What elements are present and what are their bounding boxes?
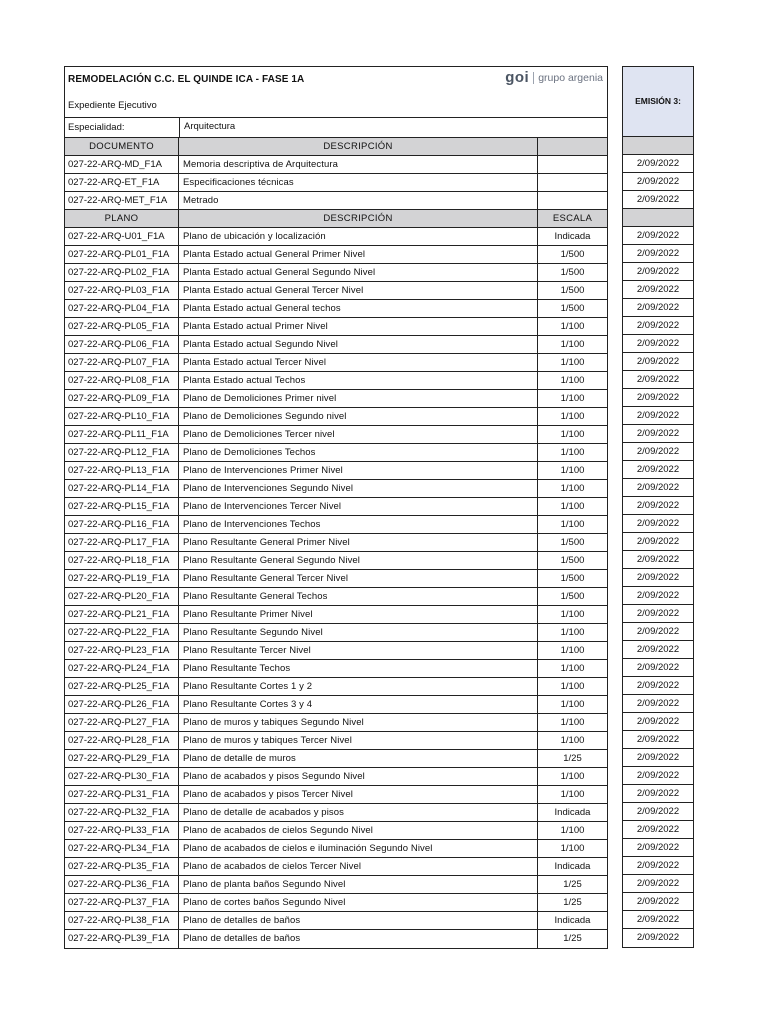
document-code: 027-22-ARQ-PL34_F1A [65, 840, 179, 857]
document-description: Plano de Demoliciones Segundo nivel [179, 408, 538, 425]
column-header: ESCALA [552, 213, 593, 224]
table-row [65, 354, 607, 372]
table-row [65, 624, 607, 642]
document-code: 027-22-ARQ-PL08_F1A [65, 372, 179, 389]
table-body [65, 138, 607, 948]
emission-date: 2/09/2022 [623, 659, 693, 677]
document-description: Plano de detalles de baños [179, 930, 538, 948]
document-code: 027-22-ARQ-PL26_F1A [65, 696, 179, 713]
table-row [65, 444, 607, 462]
document-scale: 1/500 [560, 555, 585, 566]
emission-date: 2/09/2022 [623, 155, 693, 173]
document-list-table [64, 66, 608, 949]
table-row [65, 912, 607, 930]
document-scale: 1/100 [560, 357, 585, 368]
document-scale: 1/100 [560, 717, 585, 728]
specialty-value: Arquitectura [179, 118, 235, 137]
document-code: 027-22-ARQ-PL24_F1A [65, 660, 179, 677]
document-scale: 1/100 [560, 519, 585, 530]
emission-date: 2/09/2022 [623, 911, 693, 929]
table-row [65, 840, 607, 858]
emission-header-cell [623, 209, 693, 227]
emission-date: 2/09/2022 [623, 785, 693, 803]
document-description: Metrado [179, 192, 538, 209]
emission-date: 2/09/2022 [623, 245, 693, 263]
table-row [65, 336, 607, 354]
document-code: 027-22-ARQ-PL35_F1A [65, 858, 179, 875]
specialty-label: Especialidad: [68, 122, 125, 133]
document-scale: 1/500 [560, 303, 585, 314]
logo-divider [533, 72, 534, 84]
table-row [65, 696, 607, 714]
table-row [65, 588, 607, 606]
column-header: DOCUMENTO [65, 138, 179, 155]
specialty-row [65, 118, 607, 138]
document-description: Plano Resultante General Segundo Nivel [179, 552, 538, 569]
document-description: Plano de acabados de cielos Segundo Nivel [179, 822, 538, 839]
table-row [65, 714, 607, 732]
table-row [65, 552, 607, 570]
document-code: 027-22-ARQ-PL38_F1A [65, 912, 179, 929]
emission-date: 2/09/2022 [623, 623, 693, 641]
table-row [65, 858, 607, 876]
table-row [65, 300, 607, 318]
table-row [65, 390, 607, 408]
table-row [65, 228, 607, 246]
document-scale: 1/100 [560, 663, 585, 674]
table-row [65, 570, 607, 588]
emission-date: 2/09/2022 [623, 569, 693, 587]
document-code: 027-22-ARQ-PL33_F1A [65, 822, 179, 839]
document-description: Plano de ubicación y localización [179, 228, 538, 245]
emission-date: 2/09/2022 [623, 443, 693, 461]
document-description: Planta Estado actual Segundo Nivel [179, 336, 538, 353]
document-description: Plano de Intervenciones Primer Nivel [179, 462, 538, 479]
document-description: Plano de Intervenciones Techos [179, 516, 538, 533]
emission-date: 2/09/2022 [623, 425, 693, 443]
emission-column [622, 66, 694, 948]
document-code: 027-22-ARQ-PL29_F1A [65, 750, 179, 767]
document-code: 027-22-ARQ-MET_F1A [65, 192, 179, 209]
document-scale: 1/100 [560, 645, 585, 656]
document-code: 027-22-ARQ-PL05_F1A [65, 318, 179, 335]
emission-date: 2/09/2022 [636, 932, 680, 943]
emission-date: 2/09/2022 [623, 371, 693, 389]
document-description: Plano de acabados y pisos Tercer Nivel [179, 786, 538, 803]
document-scale: 1/100 [560, 375, 585, 386]
table-row [65, 282, 607, 300]
document-code: 027-22-ARQ-PL06_F1A [65, 336, 179, 353]
table-row [65, 264, 607, 282]
emission-date: 2/09/2022 [623, 479, 693, 497]
logo-text: grupo argenia [538, 71, 603, 84]
document-description: Plano de cortes baños Segundo Nivel [179, 894, 538, 911]
section-header-row [65, 210, 607, 228]
document-description: Planta Estado actual General techos [179, 300, 538, 317]
table-row [65, 318, 607, 336]
document-scale: 1/500 [560, 537, 585, 548]
table-row [65, 786, 607, 804]
emission-date: 2/09/2022 [623, 839, 693, 857]
emission-label: EMISIÓN 3: [623, 67, 693, 137]
document-code: 027-22-ARQ-PL21_F1A [65, 606, 179, 623]
table-row [65, 750, 607, 768]
table-row [65, 426, 607, 444]
document-description: Plano de acabados de cielos e iluminación Segundo Nivel [179, 840, 538, 857]
document-scale: Indicada [554, 231, 591, 242]
document-code: 027-22-ARQ-PL02_F1A [65, 264, 179, 281]
document-code: 027-22-ARQ-PL27_F1A [65, 714, 179, 731]
table-row [65, 516, 607, 534]
document-scale: 1/100 [560, 411, 585, 422]
emission-date: 2/09/2022 [623, 533, 693, 551]
document-scale: Indicada [554, 807, 591, 818]
document-description: Plano de Demoliciones Tercer nivel [179, 426, 538, 443]
emission-dates [623, 137, 693, 947]
document-scale: 1/500 [560, 591, 585, 602]
document-description: Plano de muros y tabiques Tercer Nivel [179, 732, 538, 749]
emission-header-cell [623, 137, 693, 155]
document-scale: 1/100 [560, 429, 585, 440]
column-header [538, 138, 607, 155]
emission-date: 2/09/2022 [623, 227, 693, 245]
document-scale: 1/500 [560, 267, 585, 278]
document-scale: 1/100 [560, 627, 585, 638]
emission-date: 2/09/2022 [623, 497, 693, 515]
document-description: Plano Resultante Primer Nivel [179, 606, 538, 623]
document-scale: 1/500 [560, 285, 585, 296]
emission-date: 2/09/2022 [623, 389, 693, 407]
document-description: Plano de planta baños Segundo Nivel [179, 876, 538, 893]
emission-date: 2/09/2022 [623, 263, 693, 281]
document-code: 027-22-ARQ-PL18_F1A [65, 552, 179, 569]
document-code: 027-22-ARQ-PL03_F1A [65, 282, 179, 299]
table-row [65, 642, 607, 660]
table-row [65, 174, 607, 192]
document-scale: 1/100 [560, 465, 585, 476]
document-description: Plano de Intervenciones Tercer Nivel [179, 498, 538, 515]
company-logo [505, 69, 603, 86]
document-scale: 1/100 [560, 609, 585, 620]
document-description: Planta Estado actual Tercer Nivel [179, 354, 538, 371]
document-code: 027-22-ARQ-PL10_F1A [65, 408, 179, 425]
document-description: Plano de detalle de muros [179, 750, 538, 767]
table-row [65, 732, 607, 750]
document-description: Plano de muros y tabiques Segundo Nivel [179, 714, 538, 731]
column-header: DESCRIPCIÓN [179, 138, 538, 155]
document-code: 027-22-ARQ-PL23_F1A [65, 642, 179, 659]
document-scale: Indicada [554, 861, 591, 872]
document-code: 027-22-ARQ-PL36_F1A [65, 876, 179, 893]
document-description: Planta Estado actual General Segundo Nivel [179, 264, 538, 281]
emission-date: 2/09/2022 [623, 317, 693, 335]
column-header: DESCRIPCIÓN [179, 210, 538, 227]
document-scale: 1/100 [560, 825, 585, 836]
document-scale: Indicada [554, 915, 591, 926]
table-row [65, 534, 607, 552]
document-scale [538, 174, 607, 191]
document-code: 027-22-ARQ-PL12_F1A [65, 444, 179, 461]
document-code: 027-22-ARQ-PL31_F1A [65, 786, 179, 803]
table-row [65, 606, 607, 624]
emission-date: 2/09/2022 [623, 821, 693, 839]
document-scale: 1/25 [563, 753, 582, 764]
document-scale: 1/100 [560, 447, 585, 458]
table-row [65, 822, 607, 840]
document-code: 027-22-ARQ-PL09_F1A [65, 390, 179, 407]
emission-date: 2/09/2022 [623, 677, 693, 695]
document-code: 027-22-ARQ-PL15_F1A [65, 498, 179, 515]
document-description: Plano de detalle de acabados y pisos [179, 804, 538, 821]
document-code: 027-22-ARQ-PL25_F1A [65, 678, 179, 695]
document-description: Memoria descriptiva de Arquitectura [179, 156, 538, 173]
document-scale: 1/500 [560, 249, 585, 260]
table-row [65, 768, 607, 786]
emission-date: 2/09/2022 [623, 875, 693, 893]
project-subtitle: Expediente Ejecutivo [68, 100, 157, 111]
emission-date: 2/09/2022 [623, 587, 693, 605]
column-header: PLANO [65, 210, 179, 227]
document-code: 027-22-ARQ-MD_F1A [65, 156, 179, 173]
document-scale: 1/100 [560, 393, 585, 404]
document-description: Plano Resultante General Techos [179, 588, 538, 605]
document-code: 027-22-ARQ-PL22_F1A [65, 624, 179, 641]
table-header [65, 67, 607, 118]
document-code: 027-22-ARQ-PL20_F1A [65, 588, 179, 605]
document-scale: 1/100 [560, 771, 585, 782]
emission-date: 2/09/2022 [623, 713, 693, 731]
document-description: Planta Estado actual Techos [179, 372, 538, 389]
document-scale: 1/500 [560, 573, 585, 584]
document-description: Plano de Demoliciones Primer nivel [179, 390, 538, 407]
emission-date: 2/09/2022 [623, 191, 693, 209]
emission-date: 2/09/2022 [623, 893, 693, 911]
document-code: 027-22-ARQ-PL16_F1A [65, 516, 179, 533]
document-scale: 1/100 [560, 321, 585, 332]
document-description: Plano Resultante Tercer Nivel [179, 642, 538, 659]
emission-date: 2/09/2022 [623, 551, 693, 569]
document-code: 027-22-ARQ-PL11_F1A [65, 426, 179, 443]
document-scale: 1/100 [560, 681, 585, 692]
document-description: Plano de Demoliciones Techos [179, 444, 538, 461]
table-row [65, 480, 607, 498]
document-scale: 1/25 [563, 879, 582, 890]
document-code: 027-22-ARQ-PL14_F1A [65, 480, 179, 497]
table-row [65, 930, 607, 948]
document-description: Plano Resultante Techos [179, 660, 538, 677]
emission-date: 2/09/2022 [623, 641, 693, 659]
emission-date: 2/09/2022 [623, 605, 693, 623]
emission-date: 2/09/2022 [623, 749, 693, 767]
project-title: REMODELACIÓN C.C. EL QUINDE ICA - FASE 1A [68, 74, 305, 85]
document-code: 027-22-ARQ-PL19_F1A [65, 570, 179, 587]
emission-date: 2/09/2022 [623, 335, 693, 353]
document-code: 027-22-ARQ-U01_F1A [65, 228, 179, 245]
document-description: Plano de acabados y pisos Segundo Nivel [179, 768, 538, 785]
table-row [65, 408, 607, 426]
document-description: Plano de detalles de baños [179, 912, 538, 929]
document-scale: 1/100 [560, 501, 585, 512]
document-scale: 1/100 [560, 483, 585, 494]
document-code: 027-22-ARQ-PL32_F1A [65, 804, 179, 821]
emission-date: 2/09/2022 [623, 515, 693, 533]
document-scale: 1/25 [563, 933, 582, 944]
emission-date: 2/09/2022 [623, 767, 693, 785]
document-description: Plano de Intervenciones Segundo Nivel [179, 480, 538, 497]
document-code: 027-22-ARQ-PL30_F1A [65, 768, 179, 785]
table-row [65, 462, 607, 480]
document-scale: 1/25 [563, 897, 582, 908]
document-description: Plano Resultante Segundo Nivel [179, 624, 538, 641]
emission-date: 2/09/2022 [623, 353, 693, 371]
document-code: 027-22-ARQ-PL07_F1A [65, 354, 179, 371]
table-row [65, 660, 607, 678]
table-row [65, 894, 607, 912]
table-row [65, 804, 607, 822]
emission-date: 2/09/2022 [623, 299, 693, 317]
document-description: Planta Estado actual General Tercer Nivel [179, 282, 538, 299]
document-scale: 1/100 [560, 699, 585, 710]
document-code: 027-22-ARQ-PL17_F1A [65, 534, 179, 551]
emission-date: 2/09/2022 [623, 695, 693, 713]
emission-date: 2/09/2022 [623, 407, 693, 425]
emission-date: 2/09/2022 [623, 281, 693, 299]
emission-date: 2/09/2022 [623, 803, 693, 821]
logo-mark: goi [505, 69, 530, 86]
document-code: 027-22-ARQ-PL04_F1A [65, 300, 179, 317]
document-scale [538, 156, 607, 173]
document-scale: 1/100 [560, 789, 585, 800]
document-code: 027-22-ARQ-PL28_F1A [65, 732, 179, 749]
document-scale: 1/100 [560, 735, 585, 746]
document-description: Plano Resultante Cortes 1 y 2 [179, 678, 538, 695]
document-code: 027-22-ARQ-PL39_F1A [65, 930, 179, 948]
emission-date: 2/09/2022 [623, 857, 693, 875]
document-description: Planta Estado actual General Primer Nivel [179, 246, 538, 263]
document-code: 027-22-ARQ-PL13_F1A [65, 462, 179, 479]
emission-date: 2/09/2022 [623, 173, 693, 191]
emission-date: 2/09/2022 [623, 461, 693, 479]
table-row [65, 372, 607, 390]
document-scale: 1/100 [560, 339, 585, 350]
document-description: Plano de acabados de cielos Tercer Nivel [179, 858, 538, 875]
document-scale: 1/100 [560, 843, 585, 854]
document-code: 027-22-ARQ-ET_F1A [65, 174, 179, 191]
document-code: 027-22-ARQ-PL01_F1A [65, 246, 179, 263]
table-row [65, 156, 607, 174]
document-description: Planta Estado actual Primer Nivel [179, 318, 538, 335]
document-code: 027-22-ARQ-PL37_F1A [65, 894, 179, 911]
table-row [65, 246, 607, 264]
table-row [65, 678, 607, 696]
emission-date: 2/09/2022 [623, 731, 693, 749]
table-row [65, 498, 607, 516]
document-description: Plano Resultante Cortes 3 y 4 [179, 696, 538, 713]
document-description: Plano Resultante General Primer Nivel [179, 534, 538, 551]
table-row [65, 876, 607, 894]
section-header-row [65, 138, 607, 156]
document-description: Especificaciones técnicas [179, 174, 538, 191]
document-scale [538, 192, 607, 209]
table-row [65, 192, 607, 210]
document-description: Plano Resultante General Tercer Nivel [179, 570, 538, 587]
